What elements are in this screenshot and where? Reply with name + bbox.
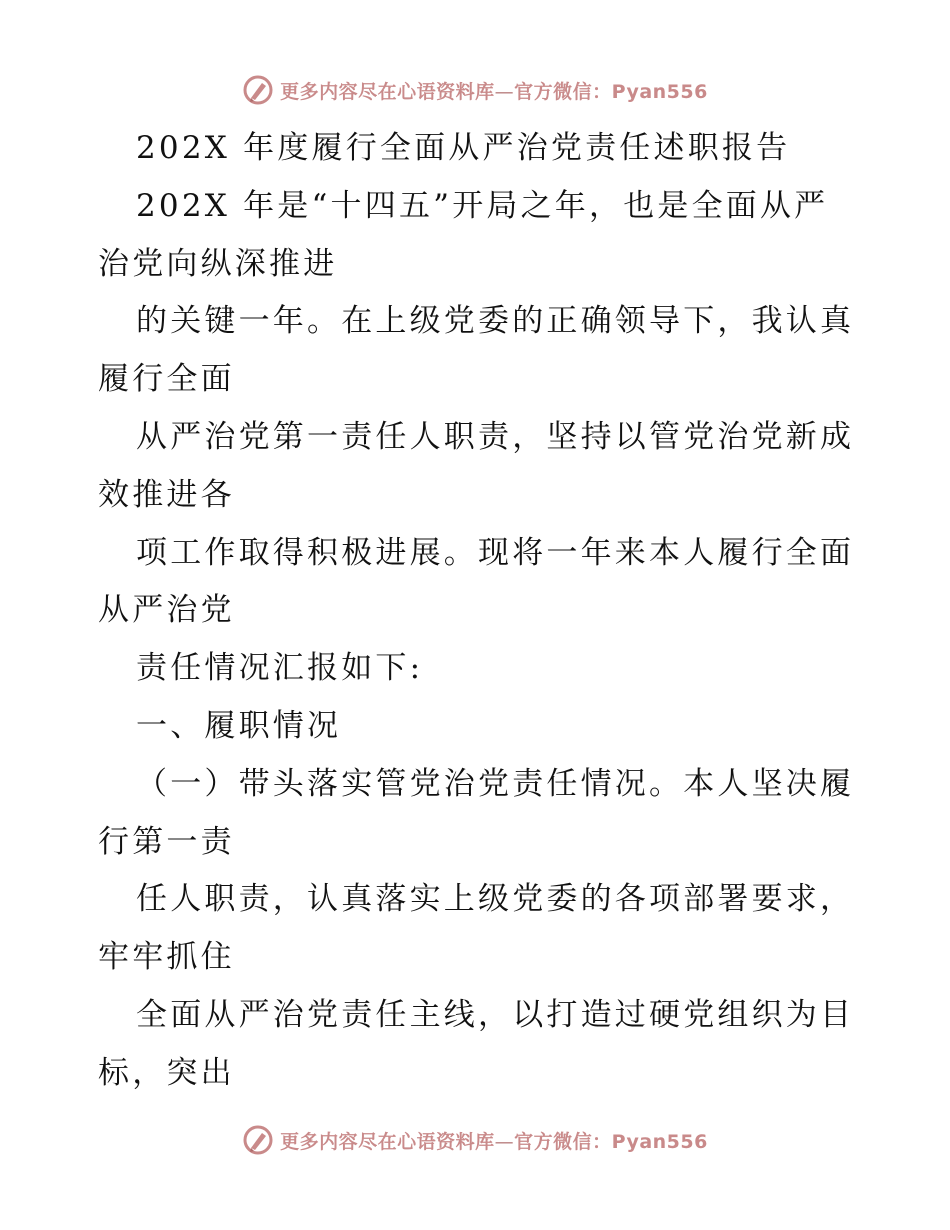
paragraph-line: 项工作取得积极进展。现将一年来本人履行全面: [136, 534, 855, 571]
footer-watermark: [0, 1120, 950, 1160]
paragraph-line: 一、履职情况: [136, 707, 342, 744]
pen-logo-icon: [242, 1124, 274, 1156]
paragraph-line: 责任情况汇报如下:: [136, 650, 424, 687]
paragraph-line: 治党向纵深推进: [98, 245, 338, 282]
paragraph-line: 从严治党第一责任人职责，坚持以管党治党新成: [136, 418, 855, 455]
paragraph-line: 标，突出: [98, 1054, 235, 1091]
paragraph-line: 的关键一年。在上级党委的正确领导下，我认真: [136, 303, 855, 340]
paragraph-line: 牢牢抓住: [98, 939, 235, 976]
header-watermark: [0, 70, 950, 110]
paragraph-line: 202X 年是“十四五”开局之年，也是全面从严: [136, 187, 829, 224]
paragraph-line: 效推进各: [98, 476, 235, 513]
paragraph-line: 行第一责: [98, 823, 235, 860]
paragraph-line: 从严治党: [98, 592, 235, 629]
paragraph-line: 履行全面: [98, 361, 235, 398]
paragraph-line: 全面从严治党责任主线，以打造过硬党组织为目: [136, 996, 855, 1033]
paragraph-line: 任人职责，认真落实上级党委的各项部署要求，: [136, 881, 855, 918]
paragraph-line: （一）带头落实管党治党责任情况。本人坚决履: [136, 765, 855, 802]
watermark-text: 更多内容尽在心语资料库—官方微信：Pyan556: [280, 80, 708, 103]
pen-logo-icon: [242, 74, 274, 106]
document-body: [98, 120, 858, 1103]
paragraph-line: 202X 年度履行全面从严治党责任述职报告: [136, 130, 791, 166]
watermark-text: 更多内容尽在心语资料库—官方微信：Pyan556: [280, 1130, 708, 1153]
